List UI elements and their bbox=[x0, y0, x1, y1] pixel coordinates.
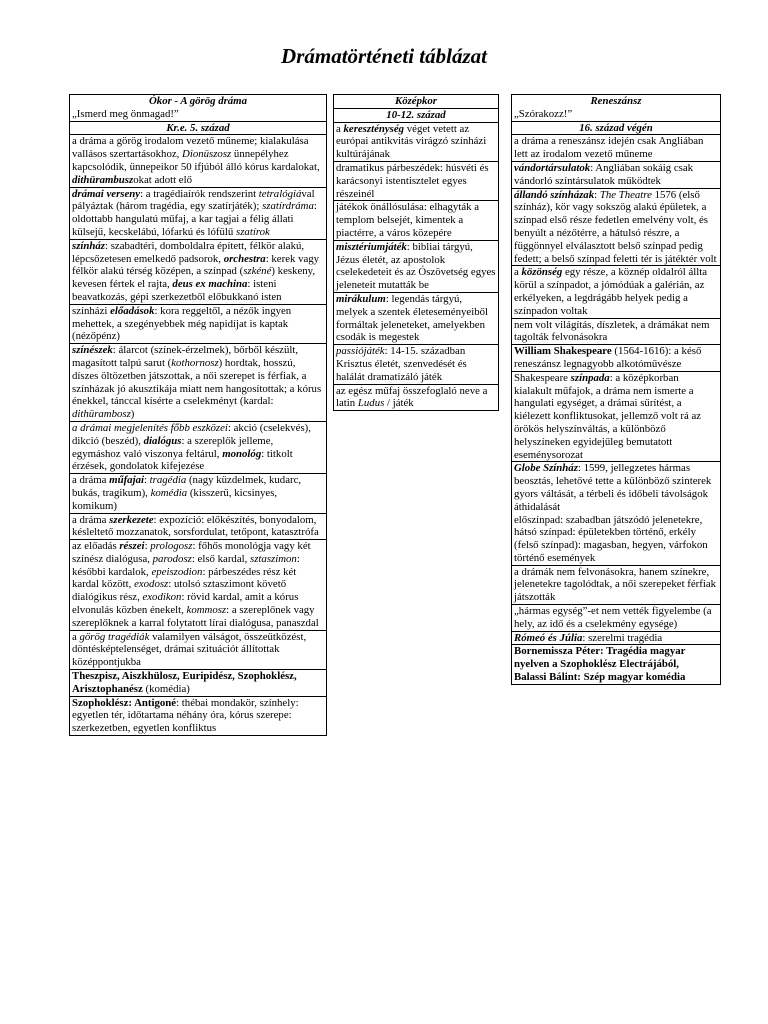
text-run: (kisszerű, kicsinyes, komikum) bbox=[72, 486, 278, 512]
text-run: : akció (cselekvés), dikció (beszéd), bbox=[72, 421, 311, 447]
table-cell bbox=[512, 188, 721, 266]
antiquity-column bbox=[69, 94, 327, 736]
text-run: dialógus bbox=[143, 434, 182, 447]
text-run: dithürambusz bbox=[72, 173, 134, 186]
table-cell bbox=[512, 462, 721, 565]
table-cell bbox=[70, 670, 327, 697]
text-run: : szabadtéri, domboldalra épített, félkör alakú, lépcsőzetesen emelkedő padsorok, bbox=[72, 239, 305, 265]
text-run: a bbox=[72, 630, 80, 643]
text-run: : későbbi kardalok, bbox=[72, 552, 300, 578]
text-run: William Shakespeare bbox=[514, 345, 612, 358]
text-run: Ludus bbox=[357, 397, 385, 410]
table-cell bbox=[70, 239, 327, 304]
table-cell bbox=[334, 292, 499, 344]
text-run: : rövid kardal, amit a kórus elvonulás közben énekelt, bbox=[72, 591, 299, 617]
text-run: az egész műfaj összefoglaló neve a latin bbox=[336, 384, 488, 410]
text-run: : titkolt érzések, gondolatok kifejezése bbox=[72, 447, 293, 473]
text-run: közönség bbox=[521, 266, 563, 279]
text-run: részei bbox=[119, 540, 145, 553]
text-run: exodosz bbox=[134, 578, 169, 591]
table-cell bbox=[334, 384, 499, 411]
renaissance-column bbox=[511, 94, 721, 685]
text-run: prologosz bbox=[150, 540, 193, 553]
text-run: kothornosz bbox=[171, 356, 219, 369]
column-heading bbox=[70, 95, 327, 122]
text-run: dramatikus párbeszédek: húsvéti és karácsonyi istentisztelet egyes részeinél bbox=[336, 161, 489, 200]
text-run: : utolsó sztaszimont követő dialógikus rész, bbox=[72, 578, 287, 604]
text-run: : 14-15. században Krisztus életét, szenvedését és halálát dramatizáló játék bbox=[336, 345, 467, 383]
text-run: véget vetett az európai antikvitás virágzó színházi kultúrájának bbox=[336, 122, 487, 161]
table-cell bbox=[512, 318, 721, 345]
text-run: : isteni beavatkozás, gépi szerkezetből előbukkanó isten bbox=[72, 278, 282, 303]
text-run: vándortársulatok bbox=[514, 161, 591, 174]
text-run: „hármas egység”-et nem vették figyelembe (a hely, az idő és a cselekmény egysége) bbox=[514, 605, 712, 630]
text-run: (komédia) bbox=[142, 682, 190, 695]
table-cell bbox=[334, 161, 499, 200]
text-run: : álarcot (színek-érzelmek), bőrből készült, magasított talpú sarut ( bbox=[72, 344, 299, 369]
table-cell bbox=[70, 630, 327, 669]
era-title: Ókor - A görög dráma bbox=[149, 95, 247, 107]
table-cell bbox=[512, 345, 721, 372]
text-run: Dionüszosz bbox=[182, 148, 232, 161]
text-run: / játék bbox=[384, 397, 414, 410]
text-run: The Theatre bbox=[599, 188, 652, 201]
text-run: : 1599, jellegzetes hármas beosztás, lehetővé tette a különböző szinterek gyors váltását, a térbeli és időbeli távolságok áthidalását bbox=[514, 462, 712, 513]
text-run: valamilyen válságot, összeütközést, döntésképtelenséget, drámai szituációt állítottak középpontjukba bbox=[72, 630, 307, 669]
text-run: a bbox=[336, 122, 344, 135]
text-run: szatírdráma bbox=[262, 200, 314, 213]
text-run: (1564-1616): a késő reneszánsz legnagyobb alkotóművésze bbox=[514, 345, 702, 370]
text-run: passiójáték bbox=[336, 345, 385, 358]
text-run: val pályáztak (három tragédia, egy szatírjáték); bbox=[72, 187, 315, 213]
text-run: : a középkorban kialakult műfajok, a dráma nem ismerte a hangulati egységet, a drámai sűrítést, a kiélezett konfliktusokat, jellemző volt rá az örökös helyszínváltás, a különböző helyszíneken egyidejűleg bemutatott eseménysorozat bbox=[514, 371, 702, 461]
text-run: szkéné bbox=[243, 265, 272, 278]
text-run: : első kardal, bbox=[191, 552, 251, 565]
text-run: : thébai mondakör, színhely: egyetlen tér, időtartama néhány óra, kórus szerepe: szerkezetben, egyetlen konfliktus bbox=[72, 696, 299, 735]
era-period: Kr.e. 5. század bbox=[70, 121, 327, 135]
text-run: orchestra bbox=[223, 252, 266, 265]
table-cell bbox=[70, 304, 327, 343]
text-run: szerkezete bbox=[109, 513, 154, 526]
text-run: a drámai megjelenítés főbb eszközei bbox=[72, 421, 228, 434]
text-run: műfajai bbox=[109, 474, 144, 487]
text-run: deus ex machina bbox=[172, 278, 248, 291]
text-run: kommosz bbox=[186, 604, 227, 617]
column-heading bbox=[334, 95, 499, 109]
table-cell bbox=[512, 266, 721, 318]
page-title: Drámatörténeti táblázat bbox=[281, 44, 487, 68]
text-run: ) keskeny, kevesen fértek el rajta, bbox=[72, 265, 316, 291]
text-run: parodosz bbox=[152, 552, 192, 565]
table-cell bbox=[334, 345, 499, 384]
text-run: : Angliában sokáig csak vándorló színtársulatok működtek bbox=[514, 161, 694, 187]
text-run: a dráma bbox=[72, 513, 110, 526]
table-cell bbox=[512, 161, 721, 188]
era-period: 10-12. század bbox=[334, 108, 499, 122]
era-period: 16. század végén bbox=[512, 121, 721, 135]
text-run: a dráma a reneszánsz idején csak Angliában lett az irodalom vezető műneme bbox=[514, 135, 704, 161]
text-run: az előadás bbox=[72, 540, 120, 553]
column-heading bbox=[512, 95, 721, 122]
era-title: Reneszánsz bbox=[590, 95, 642, 107]
text-run: tetralógiá bbox=[258, 187, 302, 200]
text-run: a drámák nem felvonásokra, hanem színekre, jelenetekre tagolódtak, a női szerepeket férfiak játszották bbox=[514, 565, 717, 604]
text-run: exodikon bbox=[142, 591, 182, 604]
table-cell bbox=[512, 371, 721, 462]
text-run: misztériumjáték bbox=[336, 240, 407, 253]
table-cell bbox=[512, 631, 721, 645]
table-cell bbox=[70, 696, 327, 735]
table-cell bbox=[334, 201, 499, 240]
text-run: : párbeszédes rész két kardal között, bbox=[72, 565, 297, 591]
text-run: Rómeó és Júlia bbox=[514, 631, 583, 644]
middle-ages-column bbox=[333, 94, 499, 411]
text-run: : bibliai tárgyú, Jézus életét, az apostolok cselekedeteit és az Ószövetség egyes jeleneteit mutatták be bbox=[336, 240, 496, 292]
text-run: mirákulum bbox=[336, 292, 386, 305]
table-cell bbox=[512, 605, 721, 632]
text-run: állandó színházak bbox=[514, 188, 595, 201]
text-run: ünnepélyhez kapcsolódik, ünnepeikor 50 ifjúból álló kórus kardalokat, bbox=[72, 148, 320, 173]
text-run: (nagy küzdelmek, kudarc, bukás, tragikum), bbox=[72, 474, 302, 499]
text-run: színpada bbox=[570, 371, 610, 384]
era-motto: „Ismerd meg önmagad!” bbox=[72, 107, 179, 120]
text-run: Theszpisz, Aiszkhülosz, Euripidész, Szophoklész, Arisztophanész bbox=[72, 670, 297, 695]
text-run: : szerelmi tragédia bbox=[582, 631, 663, 644]
table-cell bbox=[334, 122, 499, 161]
table-cell bbox=[70, 344, 327, 422]
table-cell bbox=[70, 421, 327, 473]
table-cell bbox=[70, 474, 327, 513]
text-run: Shakespeare bbox=[514, 371, 571, 384]
table-cell bbox=[70, 540, 327, 631]
text-run: : a tragédiaírók rendszerint bbox=[140, 187, 259, 200]
text-run: a bbox=[514, 266, 522, 279]
table-cell bbox=[512, 135, 721, 162]
text-run: színészek bbox=[72, 344, 113, 357]
text-run: szatírok bbox=[236, 225, 270, 238]
text-run: 1576 (első színház), kör vagy sokszög alakú épületek, a színpad első része fedetlen emelvény volt, és benyúlt a nézőtérre, a hátulsó részre, a függönnyel elválasztott belső színpad pedig fedett; a belső színpad feletti tér is játéktér volt bbox=[514, 188, 717, 265]
text-run: : bbox=[144, 540, 151, 553]
text-run: : kora reggeltől, a nézők ingyen mehettek, a szegényebbek még napidíjat is kaptak (nézőpénz) bbox=[72, 304, 292, 343]
text-run: Balassi Bálint: Szép magyar komédia bbox=[514, 671, 686, 684]
text-run: dithürambosz bbox=[72, 408, 131, 421]
text-run: görög tragédiák bbox=[79, 630, 150, 643]
text-run: : kerek vagy félkör alakú térség középen, a színpad ( bbox=[72, 252, 320, 278]
text-run: : főhős monológja vagy két színész dialógusa, bbox=[72, 540, 311, 565]
text-run: tragédia bbox=[149, 474, 187, 487]
text-run: egy része, a köznép oldalról állta körül a színpadot, a jómódúak a galérián, az erkélyeken, a legdrágább helyek pedig a színpadon voltak bbox=[514, 266, 708, 317]
text-run: : bbox=[143, 474, 150, 487]
text-run: nem volt világítás, díszletek, a drámákat nem tagolták felvonásokra bbox=[514, 318, 710, 344]
era-motto: „Szórakozz!” bbox=[514, 107, 573, 120]
text-run: játékok önállósulása: elhagyták a templom belsejét, kimentek a piactérre, a város közepére bbox=[336, 201, 480, 239]
text-run: előszínpad: szabadban játszódó jelenetekre, hátsó színpad: épületekben történő, erkély (felső színpad): magasban, hegyen, várfokon történő események bbox=[514, 513, 708, 564]
text-run: színház bbox=[72, 239, 106, 252]
table-cell bbox=[70, 513, 327, 540]
text-run: Globe Színház bbox=[514, 462, 578, 475]
text-run: : oldottabb hangulatú műfaj, a kar tagjai a félig állati külsejű, kecskelábú, lófarkú és lófülű bbox=[72, 200, 317, 238]
text-run: sztaszimon bbox=[250, 552, 297, 565]
text-run: : legendás tárgyú, melyek a szentek életeseményeiből formáltak jeleneteket, amelyekben csodák is megestek bbox=[336, 292, 488, 344]
table-cell bbox=[512, 645, 721, 684]
text-run: komédia bbox=[150, 486, 188, 499]
text-run: kereszténység bbox=[343, 122, 405, 135]
text-run: Szophoklész: Antigoné bbox=[72, 696, 177, 709]
era-title: Középkor bbox=[395, 95, 437, 107]
text-run: a dráma a görög irodalom vezető műneme; kialakulása vallásos szertartásokhoz, bbox=[72, 135, 309, 161]
text-run: : bbox=[594, 188, 600, 201]
text-run: előadások bbox=[110, 304, 155, 317]
text-run: ) bbox=[130, 408, 135, 421]
text-run: ) hordtak, hosszú, díszes öltözetben játszottak, a női szerepet is férfiak, a színházak jó akusztikája miatt nem hangosítottak; a kórus énekkel, tánccal kísérte a cselekményt (kardal: bbox=[72, 356, 322, 408]
text-run: Bornemissza Péter: Tragédia magyar nyelven a Szophoklész Electrájából, bbox=[514, 645, 686, 671]
text-run: monológ bbox=[222, 447, 262, 460]
text-run: : expozíció: előkészítés, bonyodalom, késleltető mozzanatok, sorsfordulat, tetőpont, katasztrófa bbox=[72, 513, 319, 539]
table-cell bbox=[70, 135, 327, 187]
table-cell bbox=[70, 187, 327, 239]
table-cell bbox=[512, 565, 721, 604]
text-run: színházi bbox=[72, 304, 111, 317]
text-run: : a szereplőnek vagy szereplőknek a karral folytatott lírai dialógusa, panaszdal bbox=[72, 604, 319, 629]
text-run: drámai verseny bbox=[72, 187, 141, 200]
text-run: epeiszodion bbox=[151, 565, 203, 578]
text-run: okat adott elő bbox=[133, 173, 192, 186]
text-run: : a szereplők jelleme, egymáshoz való viszonya feltárul, bbox=[72, 434, 274, 460]
table-cell bbox=[334, 240, 499, 292]
text-run: a dráma bbox=[72, 474, 110, 487]
